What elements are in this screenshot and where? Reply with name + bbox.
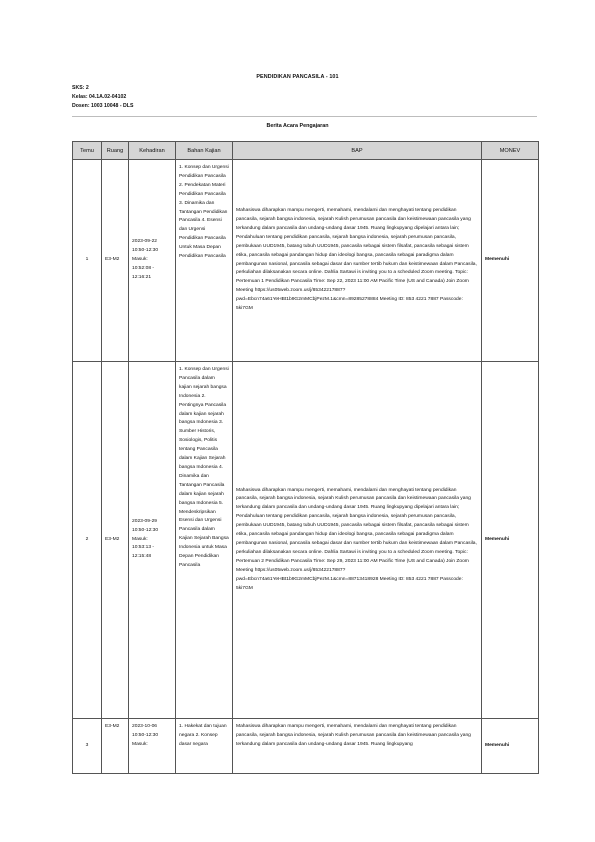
kehadiran-date: 2023-09-22 [132,239,158,245]
kehadiran-in: 10:52:08 - [132,265,155,271]
meta-label: Kelas [72,94,86,101]
table-row [73,362,539,719]
meta-value: 1003 10048 - DLS [91,103,134,110]
cell-ruang: E3-M2 [102,719,129,774]
col-header-bap: BAP [233,142,482,160]
cell-kehadiran [129,160,176,362]
kehadiran-date: 2023-10-06 [132,724,158,729]
section-title: Berita Acara Pengajaran [266,123,329,129]
meta-sks: SKS: 2 [72,85,89,91]
col-header-kehadiran: Kehadiran [129,142,176,160]
cell-kehadiran [129,719,176,774]
cell-temu: 3 [73,719,102,774]
cell-bap: Mahasiswa diharapkan mampu mengerti, memahami, mendalami dan menghayati tentang pendidikan pancasila, sejarah bangsa indonesia, sejarah Kulish perumusan pancasila dan keistimewaan pancasila yang terkandung dalam pancasila dan undang-undang dasar 1945. Ruang lingkupyang dipelajari antara lain; Pendahuluan tentang pendidikan pancasila, sejarah bangsa indonesia, sejarah perumusan pancasila, pembukaan UUD1945, batang tubuh UUD1945, pancasila sebagai sistem filsafat, pancasila sebagai sistem etika, pancasila sebagai pandangan hidup dan ideologi bangsa, pancasila sebagai paradigma dalam pembangunan nasional, pancasila sebagai dasar dan sumber tertib hukum dan keistimewaan dalam Pancasila, perkuliahan dilaksanakan secara online. Dahlia Sartawi is inviting you to a scheduled Zoom meeting. Topic: Pertemuan 2 Pendidikan Pancasila Time: Sep 29, 2023 11:00 AM Pacific Time (US and Canada) Join Zoom Meeting https://us05web.zoom.us/j/85342217887?pwd=Ebcn74a61YeHBt1b9G2mMCbjPezM.1&cmn=88713418928 Meeting ID: 853 4221 7887 Passcode: 5ki7GM [233,362,482,719]
cell-bahan-kajian: 1. Konsep dan Urgensi Pendidikan Pancasila 2. Pendekatan Materi Pendidikan Pancasila 3. Dinamika dan Tantangan Pendidikan Pancasila 4. Esensi dan Urgensi Pendidikan Pancasila Untuk Masa Depan Pendidikan Pancasila [176,160,233,362]
kehadiran-time: 10:50-12:30 [132,527,159,533]
cell-monev: Memenuhi [482,160,539,362]
kehadiran-time: 10:50-12:30 [132,248,159,254]
course-meta [72,84,133,112]
kehadiran-out: 12:15:48 [132,554,152,560]
kehadiran-out: 12:16:21 [132,274,152,280]
bap-table [72,141,539,774]
meta-label: Dosen [72,103,88,110]
cell-monev: Memenuhi [482,362,539,719]
table-row [73,719,539,774]
cell-ruang: E3-M2 [102,160,129,362]
header-divider [72,116,537,117]
col-header-ruang: Ruang [102,142,129,160]
cell-bap: Mahasiswa diharapkan mampu mengerti, memahami, mendalami dan menghayati tentang pendidikan pancasila, sejarah bangsa indonesia, sejarah Kulish perumusan pancasila dan keistimewaan pancasila yang terkandung dalam pancasila dan undang-undang dasar 1945. Ruang lingkupyang dipelajari antara lain; Pendahuluan tentang pendidikan pancasila, sejarah bangsa indonesia, sejarah perumusan pancasila, pembukaan UUD1945, batang tubuh UUD1945, pancasila sebagai sistem filsafat, pancasila sebagai sistem etika, pancasila sebagai pandangan hidup dan ideologi bangsa, pancasila sebagai paradigma dalam pembangunan nasional, pancasila sebagai dasar dan sumber tertib hukum dan keistimewaan dalam Pancasila, perkuliahan dilaksanakan secara online. Dahlia Sartawi is inviting you to a scheduled Zoom meeting. Topic: Pertemuan 1 Pendidikan Pancasila Time: Sep 22, 2023 11:00 AM Pacific Time (US and Canada) Join Zoom Meeting https://us05web.zoom.us/j/85342217887?pwd=Ebcn74a61YeHBt1b9G2mMCbjPezM.1&cmn=89285278884 Meeting ID: 853 4221 7887 Passcode: 5ki7GM [233,160,482,362]
cell-monev: Memenuhi [482,719,539,774]
col-header-bahan-kajian: Bahan Kajian [176,142,233,160]
cell-bap: Mahasiswa diharapkan mampu mengerti, memahami, mendalami dan menghayati tentang pendidikan pancasila, sejarah bangsa indonesia, sejarah Kulish perumusan pancasila dan keistimewaan pancasila yang terkandung dalam pancasila dan undang-undang dasar 1945. Ruang lingkupyang [233,719,482,774]
cell-temu: 2 [73,362,102,719]
meta-value: 2 [85,85,89,91]
meta-value: 04.1A.02-04102 [89,94,127,101]
table-header-row [73,142,539,160]
meta-label: SKS [72,85,83,91]
cell-bahan-kajian: 1. Konsep dan Urgensi Pancasila dalam kajian sejarah bangsa Indonesia 2. Pentingnya Pancasila dalam kajian sejarah bangsa Indonesia 3. Sumber Historis, Sosiologis, Politis tentang Pancasila dalam Kajian Sejarah bangsa Indonesia 4. Dinamika dan Tantangan Pancasila dalam kajian sejarah bangsa Indonesia 5. Mendeskripsikan Esensi dan Urgensi Pancasila dalam Kajian Sejarah Bangsa Indonesia untuk Masa Depan Pendidikan Pancasila [176,362,233,719]
kehadiran-time: 10:50-12:30 [132,732,159,738]
kehadiran-label: Masuk: [132,257,148,263]
cell-ruang: E3-M2 [102,362,129,719]
table-row [73,160,539,362]
kehadiran-label: Masuk: [132,741,148,747]
kehadiran-label: Masuk: [132,536,148,542]
cell-bahan-kajian: 1. Hakekat dan tujuan negara 2. Konsep dasar negara [176,719,233,774]
meta-kelas: Kelas: 04.1A.02-04102 [72,94,127,101]
kehadiran-date: 2023-09-29 [132,518,158,524]
cell-temu: 1 [73,160,102,362]
col-header-temu: Temu [73,142,102,160]
meta-dosen: Dosen: 1003 10048 - DLS [72,103,134,110]
course-title: PENDIDIKAN PANCASILA - 101 [256,74,339,80]
cell-kehadiran [129,362,176,719]
col-header-monev: MONEV [482,142,539,160]
kehadiran-in: 10:53:13 - [132,545,155,551]
